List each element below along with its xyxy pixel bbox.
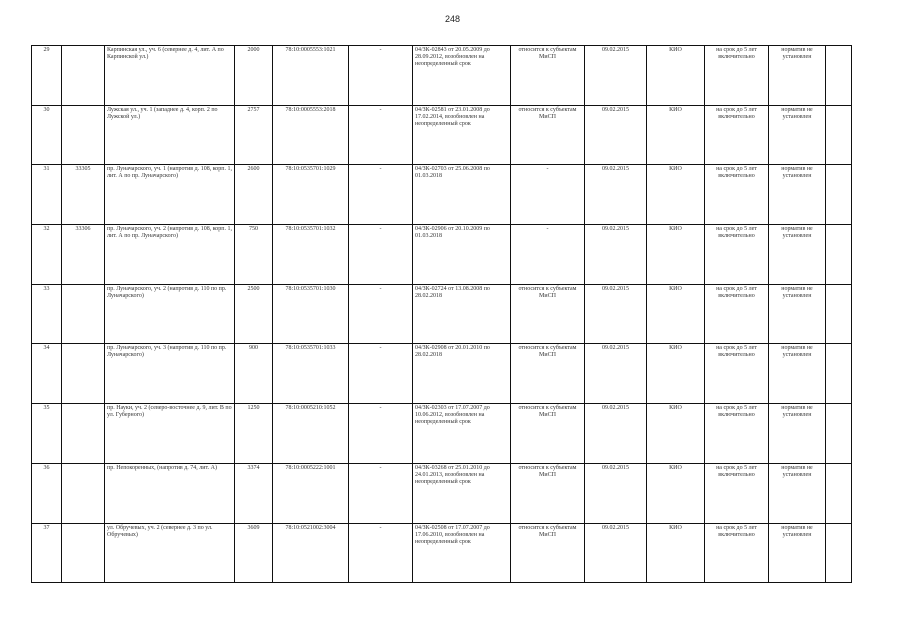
lease-term-cell: на срок до 5 лет включительно <box>705 463 769 523</box>
object-code <box>62 105 105 165</box>
row-number: 37 <box>32 523 62 583</box>
norm-cell: норматив не установлен <box>769 463 826 523</box>
sme-status-cell: относится к субъектам МиСП <box>511 344 585 404</box>
address-cell: пр. Луначарского, уч. 2 (напротив д. 110 по пр. Луначарского) <box>105 284 235 344</box>
cadastral-number-cell: 78:10:0521002:3004 <box>273 523 349 583</box>
object-code <box>62 463 105 523</box>
lease-term-cell: на срок до 5 лет включительно <box>705 344 769 404</box>
date-cell: 09.02.2015 <box>585 404 647 464</box>
lease-contract-cell: 04/ЗК-02908 от 20.01.2010 по 28.02.2018 <box>413 344 511 404</box>
lease-contract-cell: 04/ЗК-02303 от 17.07.2007 до 10.06.2012, возобновлен на неопределенный срок <box>413 404 511 464</box>
extra-cell <box>826 523 852 583</box>
cadastral-number-cell: 78:10:0535701:1029 <box>273 165 349 225</box>
page-number: 248 <box>444 14 461 24</box>
area-cell: 3609 <box>235 523 273 583</box>
extra-cell <box>826 284 852 344</box>
table-row <box>32 225 852 285</box>
authority-cell: КИО <box>647 225 705 285</box>
address-cell: пр. Луначарского, уч. 3 (напротив д. 110 по пр. Луначарского) <box>105 344 235 404</box>
authority-cell: КИО <box>647 523 705 583</box>
norm-cell: норматив не установлен <box>769 523 826 583</box>
address-cell: пр. Луначарского, уч. 2 (напротив д. 108, корп. 1, лит. А по пр. Луначарского) <box>105 225 235 285</box>
address-cell: Карпинская ул., уч. 6 (севернее д. 4, лит. А по Карпинской ул.) <box>105 46 235 106</box>
table-row <box>32 523 852 583</box>
cadastral-number-cell: 78:10:0005553:1021 <box>273 46 349 106</box>
table-row <box>32 284 852 344</box>
sme-status-cell: относится к субъектам МиСП <box>511 463 585 523</box>
sme-status-cell: относится к субъектам МиСП <box>511 404 585 464</box>
sme-status-cell: относится к субъектам МиСП <box>511 105 585 165</box>
cadastral-number-cell: 78:10:0005210:1052 <box>273 404 349 464</box>
authority-cell: КИО <box>647 404 705 464</box>
cadastral-number-cell: 78:10:0535701:1030 <box>273 284 349 344</box>
extra-cell <box>826 344 852 404</box>
cadastral-number-cell: 78:10:0535701:1032 <box>273 225 349 285</box>
area-cell: 2757 <box>235 105 273 165</box>
norm-cell: норматив не установлен <box>769 284 826 344</box>
row-number: 32 <box>32 225 62 285</box>
extra-cell <box>826 404 852 464</box>
date-cell: 09.02.2015 <box>585 46 647 106</box>
date-cell: 09.02.2015 <box>585 165 647 225</box>
date-cell: 09.02.2015 <box>585 523 647 583</box>
dash-cell: - <box>349 404 413 464</box>
extra-cell <box>826 46 852 106</box>
address-cell: пр. Науки, уч. 2 (северо-восточнее д. 9, лит. В по ул. Губерного) <box>105 404 235 464</box>
area-cell: 2000 <box>235 46 273 106</box>
area-cell: 3374 <box>235 463 273 523</box>
object-code: 33306 <box>62 225 105 285</box>
cadastral-number-cell: 78:10:0535701:1033 <box>273 344 349 404</box>
table-row <box>32 404 852 464</box>
norm-cell: норматив не установлен <box>769 105 826 165</box>
row-number: 34 <box>32 344 62 404</box>
norm-cell: норматив не установлен <box>769 404 826 464</box>
dash-cell: - <box>349 284 413 344</box>
lease-term-cell: на срок до 5 лет включительно <box>705 404 769 464</box>
area-cell: 900 <box>235 344 273 404</box>
date-cell: 09.02.2015 <box>585 225 647 285</box>
extra-cell <box>826 463 852 523</box>
row-number: 35 <box>32 404 62 464</box>
area-cell: 2600 <box>235 165 273 225</box>
lease-contract-cell: 04/ЗК-02724 от 13.08.2008 по 28.02.2018 <box>413 284 511 344</box>
dash-cell: - <box>349 105 413 165</box>
row-number: 36 <box>32 463 62 523</box>
sme-status-cell: - <box>511 165 585 225</box>
object-code <box>62 523 105 583</box>
table-row <box>32 46 852 106</box>
lease-contract-cell: 04/ЗК-02703 от 25.06.2008 по 01.03.2018 <box>413 165 511 225</box>
lease-contract-cell: 04/ЗК-03268 от 25.01.2010 до 24.01.2013, возобновлен на неопределенный срок <box>413 463 511 523</box>
object-code <box>62 404 105 464</box>
norm-cell: норматив не установлен <box>769 344 826 404</box>
authority-cell: КИО <box>647 46 705 106</box>
lease-contract-cell: 04/ЗК-02906 от 20.10.2009 по 01.03.2018 <box>413 225 511 285</box>
sme-status-cell: - <box>511 225 585 285</box>
row-number: 29 <box>32 46 62 106</box>
object-code <box>62 284 105 344</box>
date-cell: 09.02.2015 <box>585 284 647 344</box>
dash-cell: - <box>349 344 413 404</box>
table-row <box>32 165 852 225</box>
table-row <box>32 105 852 165</box>
area-cell: 2500 <box>235 284 273 344</box>
address-cell: ул. Обручевых, уч. 2 (севернее д. 3 по ул. Обручевых) <box>105 523 235 583</box>
dash-cell: - <box>349 523 413 583</box>
address-cell: Лужская ул., уч. 1 (западнее д. 4, корп. 2 по Лужской ул.) <box>105 105 235 165</box>
date-cell: 09.02.2015 <box>585 463 647 523</box>
cadastral-number-cell: 78:10:0005222:1001 <box>273 463 349 523</box>
norm-cell: норматив не установлен <box>769 225 826 285</box>
sme-status-cell: относится к субъектам МиСП <box>511 523 585 583</box>
lease-contract-cell: 04/ЗК-02508 от 17.07.2007 до 17.06.2010, возобновлен на неопределенный срок <box>413 523 511 583</box>
lease-term-cell: на срок до 5 лет включительно <box>705 105 769 165</box>
area-cell: 1250 <box>235 404 273 464</box>
area-cell: 750 <box>235 225 273 285</box>
extra-cell <box>826 225 852 285</box>
lease-contract-cell: 04/ЗК-02581 от 23.01.2008 до 17.02.2014, возобновлен на неопределенный срок <box>413 105 511 165</box>
norm-cell: норматив не установлен <box>769 46 826 106</box>
sme-status-cell: относится к субъектам МиСП <box>511 284 585 344</box>
lease-term-cell: на срок до 5 лет включительно <box>705 284 769 344</box>
dash-cell: - <box>349 46 413 106</box>
sme-status-cell: относится к субъектам МиСП <box>511 46 585 106</box>
extra-cell <box>826 105 852 165</box>
dash-cell: - <box>349 463 413 523</box>
lease-term-cell: на срок до 5 лет включительно <box>705 165 769 225</box>
authority-cell: КИО <box>647 463 705 523</box>
lease-contract-cell: 04/ЗК-02843 от 20.05.2009 до 28.09.2012, возобновлен на неопределенный срок <box>413 46 511 106</box>
object-code <box>62 344 105 404</box>
table-row <box>32 463 852 523</box>
authority-cell: КИО <box>647 165 705 225</box>
norm-cell: норматив не установлен <box>769 165 826 225</box>
address-cell: пр. Непокоренных, (напротив д. 74, лит. А) <box>105 463 235 523</box>
row-number: 33 <box>32 284 62 344</box>
cadastral-number-cell: 78:10:0005553:2018 <box>273 105 349 165</box>
row-number: 31 <box>32 165 62 225</box>
date-cell: 09.02.2015 <box>585 344 647 404</box>
address-cell: пр. Луначарского, уч. 1 (напротив д. 108, корп. 1, лит. А по пр. Луначарского) <box>105 165 235 225</box>
lease-term-cell: на срок до 5 лет включительно <box>705 523 769 583</box>
extra-cell <box>826 165 852 225</box>
register-table <box>31 45 852 583</box>
row-number: 30 <box>32 105 62 165</box>
lease-term-cell: на срок до 5 лет включительно <box>705 225 769 285</box>
object-code <box>62 46 105 106</box>
dash-cell: - <box>349 225 413 285</box>
object-code: 33305 <box>62 165 105 225</box>
authority-cell: КИО <box>647 344 705 404</box>
authority-cell: КИО <box>647 105 705 165</box>
dash-cell: - <box>349 165 413 225</box>
authority-cell: КИО <box>647 284 705 344</box>
table-row <box>32 344 852 404</box>
date-cell: 09.02.2015 <box>585 105 647 165</box>
lease-term-cell: на срок до 5 лет включительно <box>705 46 769 106</box>
